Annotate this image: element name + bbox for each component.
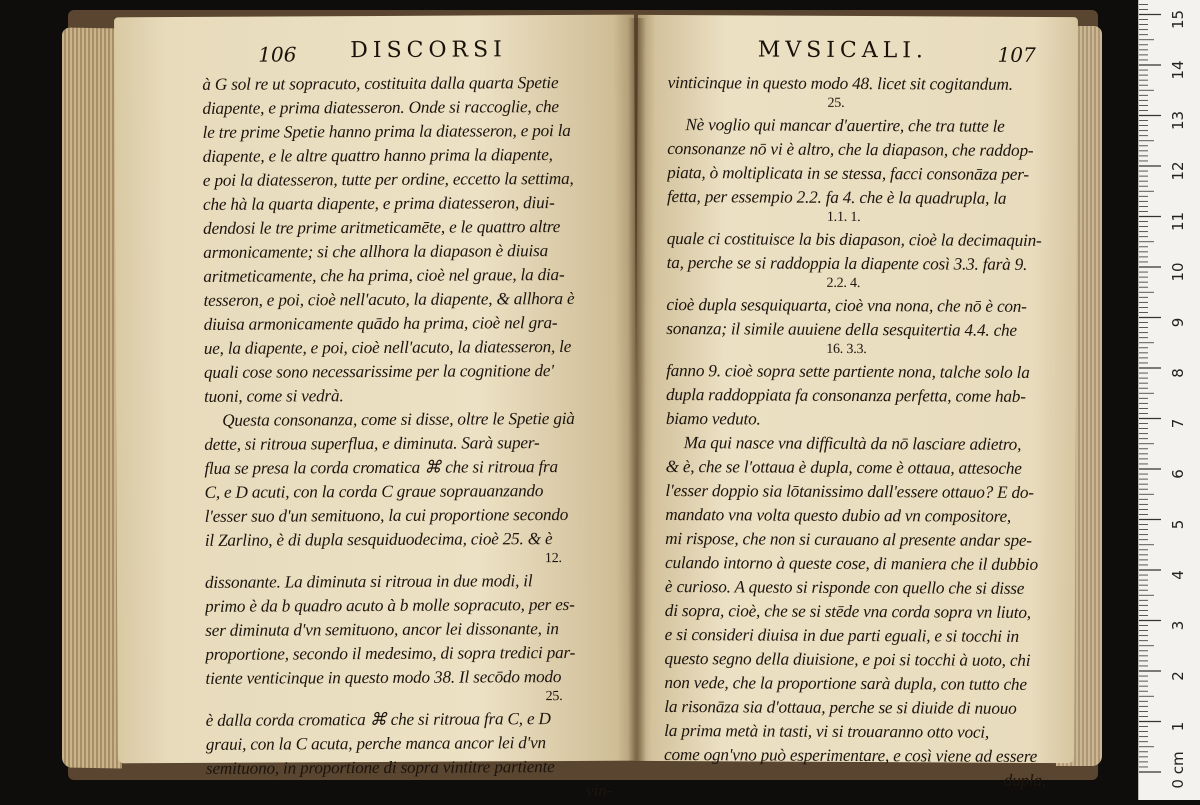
- text-line: dupla raddoppiata fa consonanza perfetta, come hab-: [665, 385, 1026, 406]
- text-line: 2.2. 4.: [826, 275, 861, 292]
- left-page-text: [202, 71, 624, 805]
- text-line: il Zarlino, è di dupla sesquiduodecima, cioè 25. & è: [204, 529, 553, 550]
- text-line: vin-: [586, 780, 613, 800]
- text-line: piata, ò moltiplicata in se stessa, facci consonāza per-: [667, 163, 1029, 184]
- text-line: le tre prime Spetie hanno prima la diatesseron, e poi la: [202, 120, 571, 142]
- ruler-tick-label: 12: [1169, 161, 1187, 181]
- ruler-tick-label: 10: [1169, 262, 1187, 282]
- text-line: quale ci costituisce la bis diapason, cioè la decimaquin-: [666, 229, 1042, 250]
- left-fore-edge: [62, 27, 122, 768]
- text-line: non vede, che la proportione sarà dupla, con tutto che: [664, 673, 1027, 694]
- ruler-tick-label: 8: [1169, 368, 1187, 378]
- left-page: [114, 15, 638, 800]
- running-head: DISCORSI: [350, 37, 507, 64]
- text-line: dissonante. La diminuta si ritroua in due modi, il: [204, 571, 533, 592]
- text-line: cioè dupla sesquiquarta, cioè vna nona, che nō è con-: [666, 295, 1027, 316]
- text-line: graui, con la C acuta, perche manca ancor lei d'vn: [205, 733, 546, 754]
- text-line: fetta, per essempio 2.2. fa 4. che è la quadrupla, la: [666, 187, 1007, 208]
- text-line: e poi la diatesseron, tutte per ordine, eccetto la settima,: [202, 168, 574, 190]
- text-line: à G sol re ut sopracuto, costituita dalla quarta Spetie: [202, 73, 559, 94]
- ruler-tick-label: 14: [1169, 60, 1187, 80]
- text-line: l'esser suo d'un semituono, la cui proportione secondo: [204, 504, 569, 526]
- text-line: dendosi le tre prime aritmeticamēte, e le quattro altre: [203, 217, 561, 238]
- text-line: diuisa armonicamente quādo ha prima, cioè nel gra-: [203, 313, 558, 334]
- text-line: ser diminuta d'vn semituono, ancor lei dissonante, in: [205, 619, 559, 640]
- text-line: Ma qui nasce vna difficultà da nō lasciare adietro,: [683, 433, 1022, 454]
- text-line: 12.: [544, 551, 562, 567]
- text-line: mandato vna volta questo dubio ad vn compositore,: [665, 505, 1012, 526]
- ruler-tick-label: 11: [1169, 211, 1187, 232]
- text-line: Questa consonanza, come si disse, oltre le Spetie già: [222, 408, 575, 430]
- text-line: questo segno della diuisione, e poi si tocchi à uoto, chi: [664, 649, 1031, 670]
- text-line: la risonāza sia d'ottaua, perche se si diuide di nuouo: [664, 697, 1017, 718]
- ruler-tick-label: 15: [1169, 9, 1187, 30]
- text-line: 25.: [545, 689, 563, 705]
- text-line: come ogn'vno può esperimentare, e così viene ad essere: [664, 745, 1038, 766]
- ruler-tick-label: 9: [1169, 317, 1187, 328]
- text-line: dupla,: [1003, 770, 1047, 790]
- text-line: è curioso. A questo si risponde con quello che si disse: [664, 577, 1025, 598]
- text-line: armonicamente; si che allhora la diapason è diuisa: [203, 241, 549, 262]
- text-line: ta, perche se si raddoppia la diapente così 3.3. farà 9.: [666, 253, 1028, 274]
- text-line: proportione, secondo il medesimo, di sopra tredici par-: [205, 642, 576, 664]
- page-number: 106: [258, 42, 297, 67]
- page-number: 107: [997, 42, 1036, 67]
- ruler-tick-label: 1: [1169, 721, 1187, 732]
- text-line: che hà la quarta diapente, e prima diatesseron, diui-: [202, 193, 555, 214]
- ruler-tick-label: 2: [1169, 671, 1187, 681]
- right-page-header: [668, 35, 1062, 71]
- ruler-scale: [1139, 0, 1200, 800]
- text-line: vinticinque in questo modo 48. licet sit cogitandum.: [667, 73, 1013, 94]
- text-line: l'esser doppio sia lōtanissimo dall'essere ottauo? E do-: [665, 481, 1034, 502]
- ruler-tick-label: 13: [1169, 110, 1187, 131]
- measurement-ruler: [1138, 0, 1200, 800]
- left-page-header: [172, 35, 620, 71]
- ruler-unit-label: 0 cm: [1169, 751, 1187, 789]
- text-line: C, e D acuti, con la corda C graue soprauanzando: [204, 481, 544, 502]
- text-line: tiente venticinque in questo modo 38. Il secōdo modo: [205, 667, 562, 688]
- text-line: flua se presa la corda cromatica ⌘ che si ritroua fra: [204, 457, 558, 478]
- text-line: dette, si ritroua superflua, e diminuta. Sarà super-: [204, 433, 540, 454]
- right-page-text: [664, 71, 1062, 793]
- ruler-tick-label: 5: [1169, 519, 1187, 530]
- text-line: la prima metà in tasti, vi si trouaranno otto voci,: [664, 721, 990, 742]
- ruler-tick-label: 4: [1169, 570, 1187, 580]
- text-line: consonanze nō vi è altro, che la diapason, che raddop-: [667, 139, 1034, 160]
- text-line: sonanza; il simile auuiene della sesquitertia 4.4. che: [666, 319, 1017, 340]
- text-line: è dalla corda cromatica ⌘ che si ritroua fra C, e D: [205, 709, 551, 730]
- text-line: fanno 9. cioè sopra sette partiente nona, talche solo la: [666, 361, 1030, 382]
- ruler-tick-label: 3: [1169, 620, 1187, 631]
- open-book: [68, 10, 1098, 800]
- text-line: 1.1. 1.: [826, 209, 861, 226]
- text-line: aritmeticamente, che ha prima, cioè nel graue, la dia-: [203, 265, 565, 286]
- text-line: primo è da b quadro acuto à b molle sopracuto, per es-: [205, 594, 575, 616]
- text-line: diapente, e le altre quattro hanno prima la diapente,: [202, 145, 553, 166]
- ruler-tick-label: 7: [1169, 418, 1187, 429]
- text-line: quali cose sono necessarissime per la cognitione de': [203, 361, 554, 382]
- running-head: MVSICALI.: [757, 37, 929, 64]
- ruler-tick-label: 6: [1169, 469, 1187, 479]
- book-gutter: [628, 18, 646, 762]
- text-line: di sopra, cioè, che se si stēde vna corda sopra vn liuto,: [664, 601, 1031, 622]
- text-line: culando intorno à queste cose, di maniera che il dubbio: [665, 553, 1038, 574]
- text-line: diapente, e prima diatesseron. Onde si raccoglie, che: [202, 97, 559, 118]
- right-page: [634, 15, 1078, 790]
- text-line: 25.: [827, 95, 845, 111]
- text-line: biamo veduto.: [665, 409, 761, 429]
- text-line: ue, la diapente, e poi, cioè nell'acuto, la diatesseron, le: [203, 336, 572, 358]
- text-line: e si consideri diuisa in due parti eguali, e si tocchi in: [664, 625, 1020, 646]
- text-line: mi rispose, che non si curauano al presente andar spe-: [665, 529, 1032, 550]
- text-line: semituono, in proportione di sopra vintitre partiente: [205, 757, 555, 778]
- text-line: tuoni, come si vedrà.: [203, 386, 344, 406]
- text-line: & è, che se l'ottaua è dupla, come è ottaua, attesoche: [665, 457, 1022, 478]
- text-line: 16. 3.3.: [826, 341, 867, 358]
- text-line: tesseron, e poi, cioè nell'acuto, la diapente, & allhora è: [203, 288, 575, 310]
- text-line: Nè voglio qui mancar d'auertire, che tra tutte le: [685, 115, 1005, 136]
